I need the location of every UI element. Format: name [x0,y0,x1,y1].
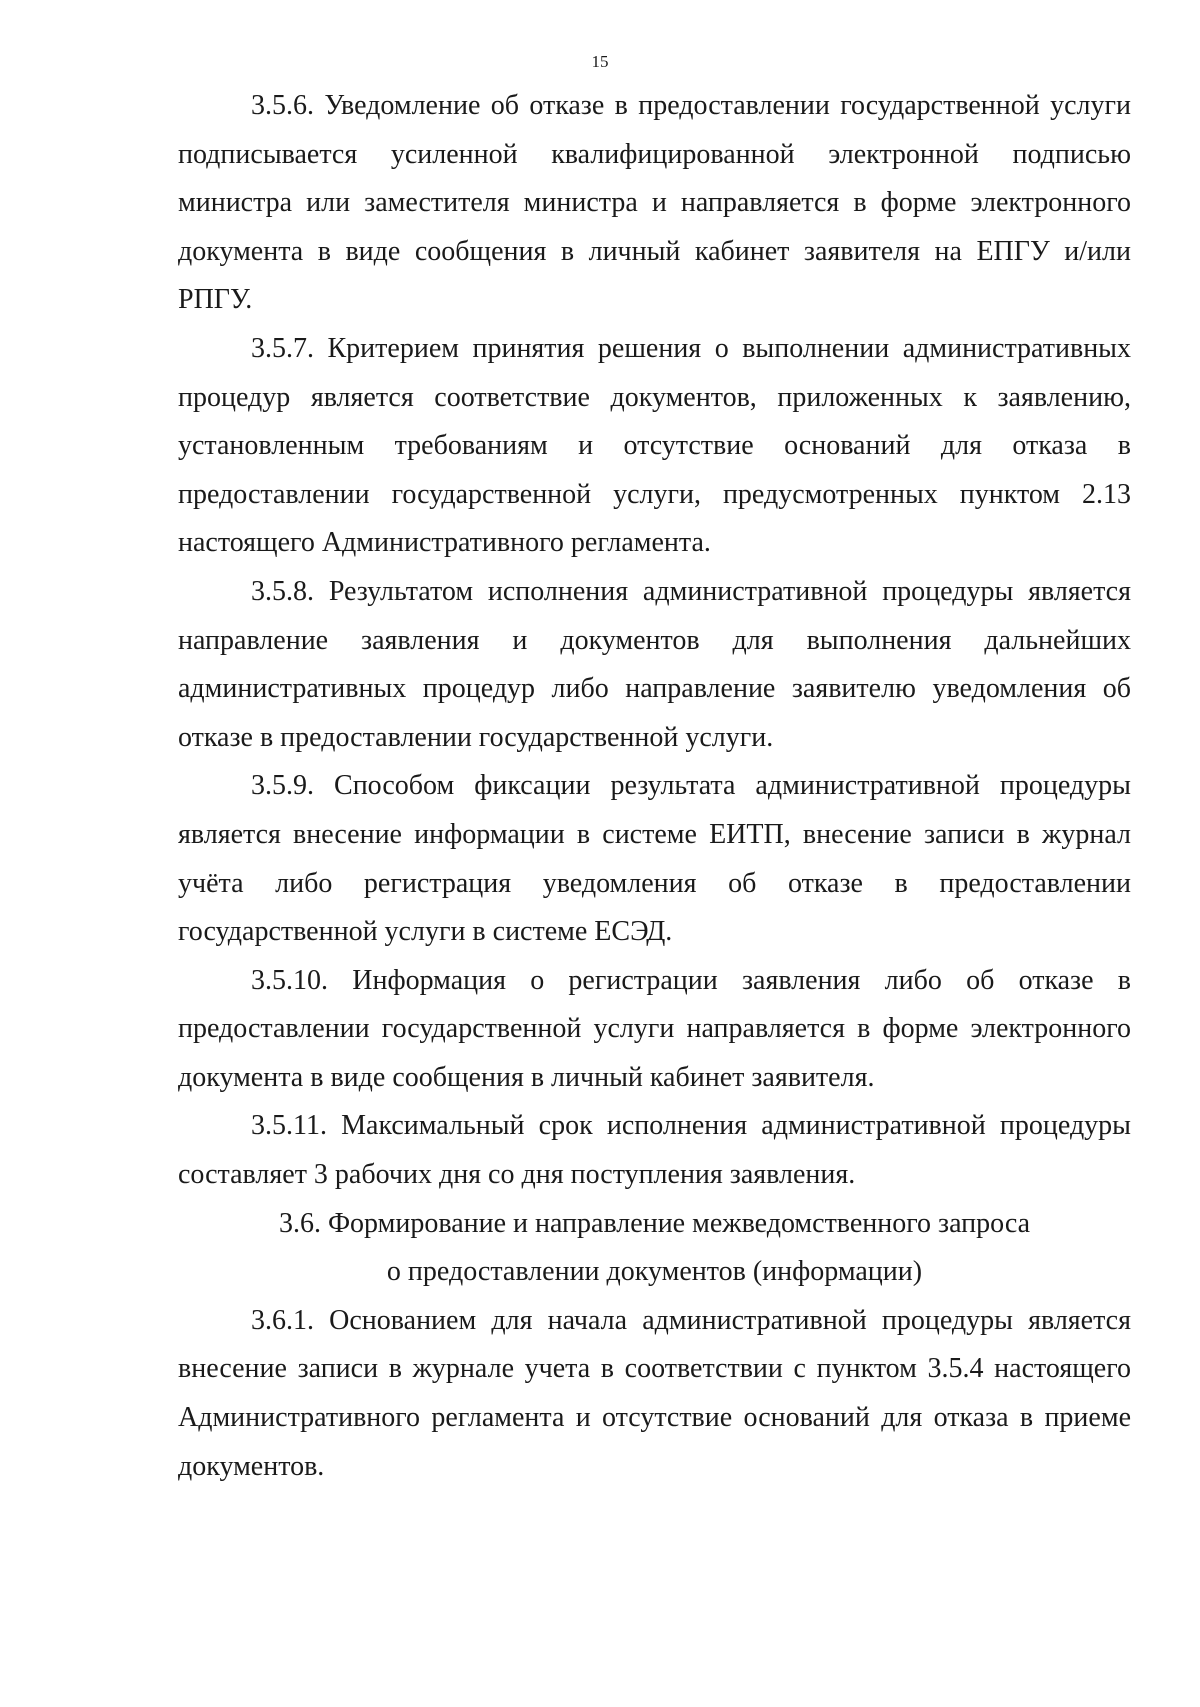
paragraph-3-5-10: 3.5.10. Информация о регистрации заявления либо об отказе в предоставлении государственной услуги направляется в форме электронного документа в виде сообщения в личный кабинет заявителя. [178,964,1131,1093]
paragraph-3-5-8: 3.5.8. Результатом исполнения административной процедуры является направление заявления и документов для выполнения дальнейших административных процедур либо направление заявителю уведомления об отказе в предоставлении государственной услуги. [178,575,1131,753]
document-body [178,82,1131,1491]
section-heading-3-6 [178,1200,1131,1297]
section-heading-line-2: о предоставлении документов (информации) [386,1256,923,1288]
paragraph-3-5-9: 3.5.9. Способом фиксации результата административной процедуры является внесение информации в системе ЕИТП, внесение записи в журнал учёта либо регистрация уведомления об отказе в предоставлении государственной услуги в системе ЕСЭД. [178,770,1131,948]
paragraph-3-5-11: 3.5.11. Максимальный срок исполнения административной процедуры составляет 3 рабочих дня со дня поступления заявления. [178,1110,1131,1191]
paragraph-3-5-6: 3.5.6. Уведомление об отказе в предоставлении государственной услуги подписывается усиленной квалифицированной электронной подписью министра или заместителя министра и направляется в форме электронного документа в виде сообщения в личный кабинет заявителя на ЕПГУ и/или РПГУ. [178,90,1131,316]
page-number: 15 [591,52,609,71]
section-heading-line-1: 3.6. Формирование и направление межведомственного запроса [278,1207,1031,1239]
paragraph-3-6-1: 3.6.1. Основанием для начала административной процедуры является внесение записи в журнале учета в соответствии с пунктом 3.5.4 настоящего Административного регламента и отсутствие оснований для отказа в приеме документов. [178,1304,1131,1482]
paragraph-3-5-7: 3.5.7. Критерием принятия решения о выполнении административных процедур является соответствие документов, приложенных к заявлению, установленным требованиям и отсутствие оснований для отказа в предоставлении государственной услуги, предусмотренных пунктом 2.13 настоящего Административного регламента. [178,332,1131,559]
